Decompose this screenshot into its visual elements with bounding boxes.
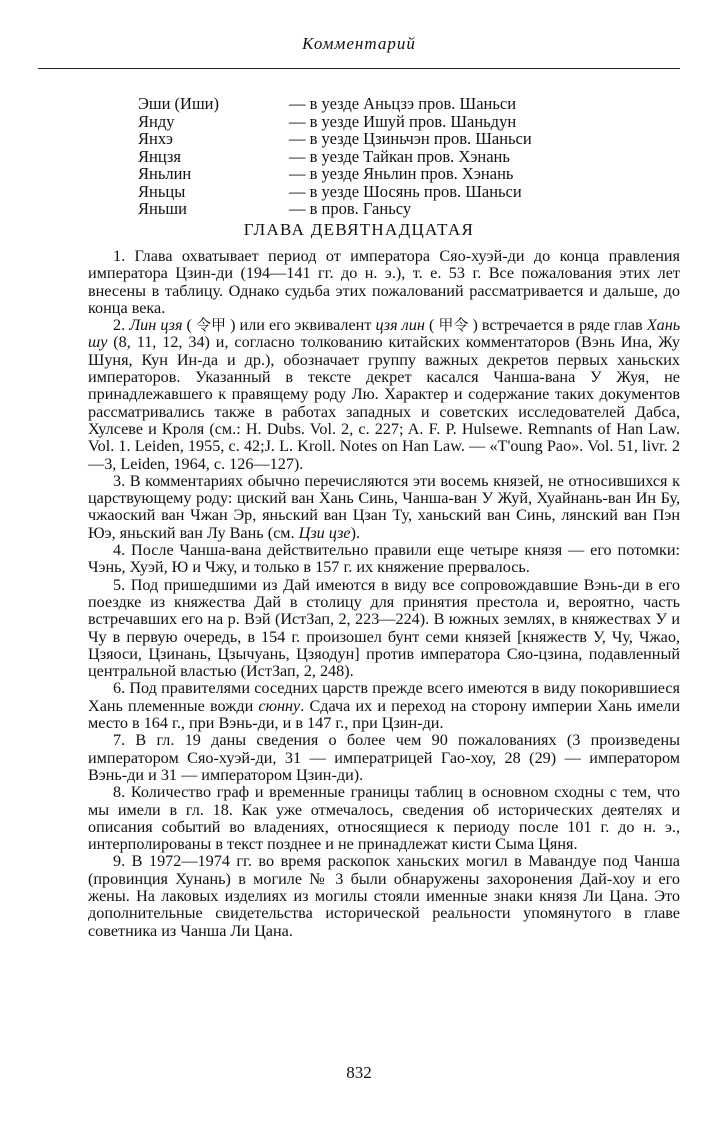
toponym-location: — в уезде Шосянь пров. Шаньси <box>289 181 522 201</box>
book-title: Хань шу <box>88 316 681 352</box>
close-paren: ) <box>230 316 236 335</box>
close-paren: ) <box>472 316 478 335</box>
toponym-row <box>138 165 638 183</box>
paragraph-2 <box>88 317 680 473</box>
running-header-title: Комментарий <box>302 34 416 53</box>
text-fragment: или его эквивалент <box>239 316 372 335</box>
toponym-name: Яньцы <box>138 181 186 201</box>
toponym-location: — в уезде Тайкан пров. Хэнань <box>289 146 510 166</box>
paragraph-1: 1. Глава охватывает период от императора Сяо-хуэй-ди до конца правления императора Цзин-ди (194—141 гг. до н. э.), т. е. 53 г. Все пожалования этих лет внесены в таблицу. Однако судьба этих пожалований рассматривается и дальше, до конца века. <box>88 247 680 317</box>
text-fragment: 3. В комментариях обычно перечисляются эти восемь князей, не относившихся к царствующему роду: циский ван Хань Синь, Чанша-ван У Жуй, Хуайнань-ван Ин Бу, чжаоский ван Чжан Эр, яньский ван Цзан Ту, ханьский ван Синь, лянский ван Пэн Юэ, яньский ван Лу Вань (см. <box>88 471 680 542</box>
term-lin-tszya: Лин цзя <box>129 316 183 335</box>
toponym-row <box>138 183 638 201</box>
text-fragment: (8, 11, 12, 34) и, согласно толкованию китайских комментаторов (Вэнь Ина, Жу Шуня, Кун Ин-да и др.), обозначает группу важных декретов первых ханьских императоров. Указанный в тексте декрет касался Чанша-вана У Жуя, не принадлежавшего к правящему роду Лю. Характер и содержание таких документов рассматривались также в работах западных и советских исследователей Дабса, Хулсеве и Кроля (см.: H. Dubs. Vol. 2, c. 227; A. F. P. Hulsewe. Remnants of Han Law. Vol. 1. Leiden, 1955, c. 42;J. L. Kroll. Notes on Han Law. — «T'oung Pao». Vol. 51, livr. 2—3, Leiden, 1964, c. 126—127). <box>88 333 681 473</box>
chinese-characters: 甲令 <box>438 316 469 335</box>
text-fragment: . Сдача их и переход на сторону империи Хань имели место в 164 г., при Вэнь-ди, и в 147 г., при Цзин-ди. <box>88 696 680 733</box>
paragraph-4: 4. После Чанша-вана действительно правили еще четыре князя — его потомки: Чэнь, Хуэй, Ю и Чжу, и только в 157 г. их княжение прервалось. <box>88 541 680 577</box>
page-number: 832 <box>346 1063 372 1082</box>
toponym-row <box>138 148 638 166</box>
chapter-title: ГЛАВА ДЕВЯТНАДЦАТАЯ <box>243 220 475 239</box>
paragraph-6 <box>88 680 680 732</box>
source-reference: Цзи цзе <box>298 523 351 542</box>
toponym-name: Янцзя <box>138 146 181 166</box>
paragraph-7: 7. В гл. 19 даны сведения о более чем 90 пожалованиях (3 произведены императором Сяо-хуэй-ди, 31 — императрицей Гао-хоу, 28 (29) — императором Вэнь-ди и 31 — императором Цзин-ди). <box>88 731 680 784</box>
toponym-location: — в пров. Ганьсу <box>289 199 412 218</box>
running-header <box>38 34 680 69</box>
toponym-name: Яньлин <box>138 164 192 183</box>
toponym-name: Янхэ <box>138 129 173 148</box>
commentary-body <box>88 248 680 940</box>
toponym-row <box>138 200 638 218</box>
text-fragment: встречается в ряде глав <box>481 316 643 335</box>
open-paren: ( <box>428 316 435 335</box>
toponym-row <box>138 130 638 148</box>
text-fragment: ). <box>350 523 361 542</box>
toponym-name: Яньши <box>138 199 187 218</box>
toponym-location: — в уезде Аньцзэ пров. Шаньси <box>289 94 517 113</box>
toponym-name: Янду <box>138 111 175 131</box>
toponym-list <box>138 95 638 218</box>
toponym-location: — в уезде Ишуй пров. Шаньдун <box>289 111 517 131</box>
toponym-name: Эши (Иши) <box>138 94 219 113</box>
toponym-row <box>138 113 638 131</box>
paragraph-8: 8. Количество граф и временные границы таблиц в основном сходны с тем, что мы имели в гл. 18. Как уже отмечалось, сведения об исторических деятелях и описания событий во владениях, относящиеся к периоду после 101 г. до н. э., интерполированы в текст позднее и не принадлежат кисти Сыма Цяня. <box>88 783 680 854</box>
toponym-location: — в уезде Цзиньчэн пров. Шаньси <box>289 129 532 148</box>
toponym-row <box>138 95 638 113</box>
text-fragment: 6. Под правителями соседних царств прежде всего имеются в виду покорившиеся Хань племенные вожди <box>88 679 680 715</box>
paragraph-number: 2. <box>113 316 126 335</box>
open-paren: ( <box>186 316 192 335</box>
toponym-location: — в уезде Яньлин пров. Хэнань <box>289 164 514 183</box>
paragraph-3 <box>88 473 680 542</box>
chinese-characters: 令甲 <box>196 316 227 335</box>
paragraph-9: 9. В 1972—1974 гг. во время раскопок ханьских могил в Мавандуе под Чанша (провинция Хунань) в могиле № 3 были обнаружены захоронения Дай-хоу и его жены. На лаковых изделиях из могилы стояли именные знаки князя Ли Цана. Это дополнительные свидетельства исторической реальности упомянутого в главе советника из Чанша Ли Цана. <box>88 852 680 940</box>
paragraph-5: 5. Под пришедшими из Дай имеются в виду все сопровождавшие Вэнь-ди в его поездке из княжества Дай в столицу для принятия престола и, вероятно, часть встречавших его на р. Вэй (ИстЗап, 2, 223—224). В южных землях, в княжествах У и Чу в первую очередь, в 154 г. произошел бунт семи князей [княжеств У, Чу, Чжао, Цзяоси, Цзинань, Цзычуань, Цзяодун] против императора Сяо-цзина, подавленный центральной властью (ИстЗап, 2, 248). <box>88 575 680 681</box>
term-syunnu: сюнну <box>258 696 301 715</box>
term-tszya-lin: цзя лин <box>375 316 425 335</box>
